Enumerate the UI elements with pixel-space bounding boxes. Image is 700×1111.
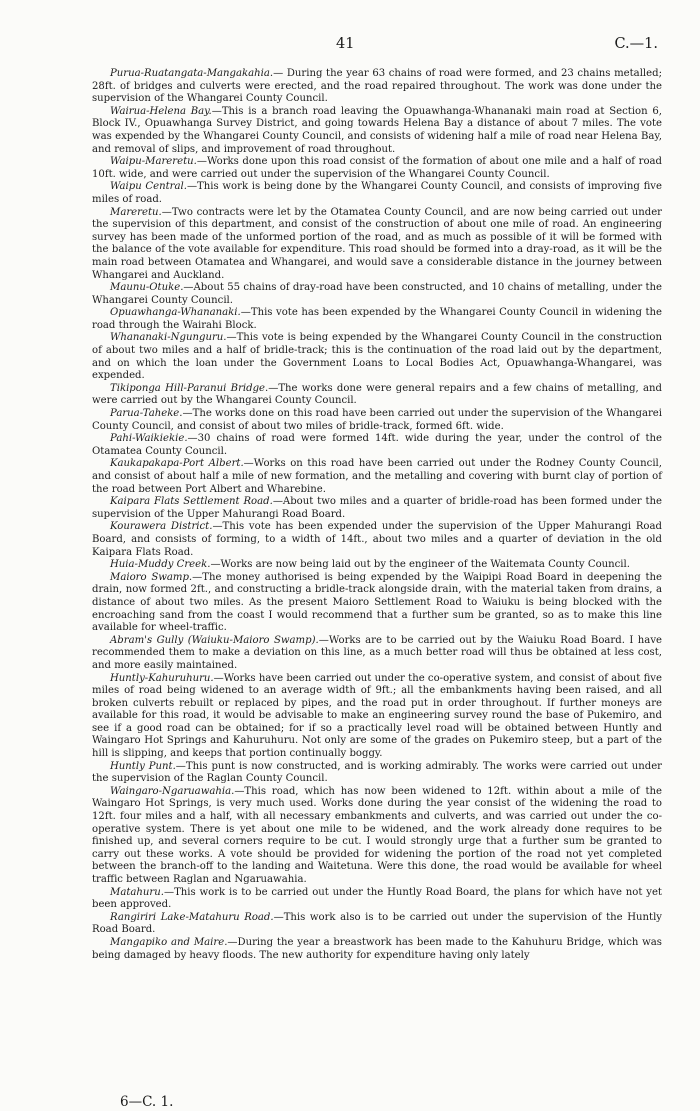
paragraph-text: —During the year a breastwork has been made to the Kahuhuru Bridge, which was being damaged by heavy floods. The new authority for expenditure having only lately <box>92 936 662 961</box>
paragraph-whananaki-ngunguru <box>92 332 662 382</box>
road-title: Purua-Ruatangata-Mangakahia. <box>110 68 274 79</box>
paragraph-text: —The money authorised is being expended by the Waipipi Road Board in deepening the drain, now formed 2ft., and constructing a bridle-track alongside drain, with the material taken from drains, a distance of about two miles. As the present Maioro Settlement Road to Waiuku is being blocked with the encroaching sand from the coast I would recommend that a further sum be granted, so as to make this line available for wheel-traffic. <box>92 571 662 634</box>
paragraph-text: —This punt is now constructed, and is working admirably. The works were carried out under the supervision of the Raglan County Council. <box>92 760 662 785</box>
paragraph-waingaro-ngaruawahia <box>92 786 662 887</box>
paragraph-mareretu <box>92 207 662 283</box>
paragraph-purua-ruatangata <box>92 68 662 106</box>
paragraph-parua-taheke <box>92 408 662 433</box>
paragraph-text: —Works on this road have been carried out under the Rodney County Council, and consist of about half a mile of new formation, and the metalling and covering with burnt clay of portion of the road between Port Albert and Wharebine. <box>92 458 662 495</box>
road-title: Kaipara Flats Settlement Road. <box>110 496 273 508</box>
paragraph-text: —This vote has been expended under the supervision of the Upper Mahurangi Road Board, and consists of forming, to a width of 14ft., about two miles and a quarter of deviation in the old Kaipara Flats Road. <box>92 521 662 558</box>
paragraph-rangiriri-lake <box>92 912 662 937</box>
paragraph-mangapiko-maire <box>92 937 662 962</box>
paragraph-text: —About two miles and a quarter of bridle-road has been formed under the supervision of the Upper Mahurangi Road Board. <box>92 496 662 520</box>
paragraph-text: —This vote has been expended by the Whangarei County Council in widening the road through the Wairahi Block. <box>92 307 662 331</box>
road-title: Waingaro-Ngaruawahia. <box>110 785 235 797</box>
paragraph-maioro-swamp <box>92 572 662 635</box>
paragraph-huntly-kahuruhuru <box>92 673 662 761</box>
document-reference: C.—1. <box>614 36 658 52</box>
paragraph-waipu-central <box>92 181 662 206</box>
paragraph-text: —This is a branch road leaving the Opuawhanga-Whananaki main road at Section 6, Block IV., Opuawhanga Survey District, and going towards Helena Bay a distance of about 7 miles. The vote was expended by the Whangarei County Council, and consists of widening half a mile of road near Helena Bay, and removal of slips, and improvement of road throughout. <box>92 105 662 155</box>
road-title: Mareretu. <box>110 206 162 218</box>
paragraph-waipu-mareretu <box>92 156 662 181</box>
road-title: Huntly Punt. <box>110 760 176 772</box>
paragraph-text: —This vote is being expended by the Whangarei County Council in the construction of about two miles and a half of bridle-track; this is the continuation of the road laid out by the department, and on which the loan under the Government Loans to Local Bodies Act, Opuawhanga-Whangarei, was expended. <box>92 332 662 382</box>
paragraph-text: —This work is being done by the Whangarei County Council, and consists of improving five miles of road. <box>92 181 662 205</box>
paragraph-text: —30 chains of road were formed 14ft. wide during the year, under the control of the Otamatea County Council. <box>92 433 662 457</box>
road-title: Whananaki-Ngunguru. <box>110 332 227 344</box>
road-title: Tikiponga Hill-Paranui Bridge. <box>110 382 269 394</box>
paragraph-text: — During the year 63 chains of road were formed, and 23 chains metalled; 28ft. of bridges and culverts were erected, and the road repaired throughout. The work was done under the supervision of the Whangarei County Council. <box>92 68 662 105</box>
paragraph-text: —This road, which has now been widened to 12ft. within about a mile of the Waingaro Hot Springs, is very much used. Works done during the year consist of the widening the road to 12ft. four miles and a half, with all necessary embankments and culverts, and was carried out under the co-operative system. There is yet about one mile to be widened, and the work already done requires to be finished up, and several corners require to be cut. I would strongly urge that a further sum be granted to carry out these works. A vote should be provided for widening the portion of the road not yet completed between the branch-off to the landing and Waitetuna. Were this done, the road would be available for wheel traffic between Raglan and Ngaruawahia. <box>92 785 662 885</box>
page-number: 41 <box>336 36 355 52</box>
road-title: Matahuru. <box>110 886 164 898</box>
road-title: Kaukapakapa-Port Albert. <box>110 458 244 470</box>
paragraph-opuawhanga-whananaki <box>92 307 662 332</box>
road-title: Opuawhanga-Whananaki. <box>110 307 241 319</box>
paragraph-huia-muddy-creek <box>92 559 662 572</box>
road-title: Kourawera District. <box>110 521 213 533</box>
paragraph-text: —Works done upon this road consist of the formation of about one mile and a half of road 10ft. wide, and were carried out under the supervision of the Whangarei County Council. <box>92 156 662 180</box>
paragraph-maunu-otuke <box>92 282 662 307</box>
paragraph-abrams-gully <box>92 635 662 673</box>
road-title: Parua-Taheke. <box>110 408 183 420</box>
road-title: Abram's Gully (Waiuku-Maioro Swamp). <box>110 634 319 646</box>
road-title: Rangiriri Lake-Matahuru Road. <box>110 911 274 923</box>
road-title: Huntly-Kahuruhuru. <box>110 672 214 684</box>
paragraph-kourawera-district <box>92 521 662 559</box>
road-title: Waipu Central. <box>110 181 187 193</box>
sheet-signature: 6—C. 1. <box>120 1094 174 1110</box>
paragraph-text: —Works have been carried out under the co-operative system, and consist of about five miles of road being widened to an average width of 9ft.; all the embankments having been raised, and all broken culverts rebuilt or replaced by pipes, and the road put in order throughout. If further moneys are available for this road, it would be advisable to make an engineering survey round the base of Pukemiro, and see if a good road can be obtained; for if so a practically level road will be obtained between Huntly and Waingaro Hot Springs and Kahuruhuru. Not only are some of the grades on Pukemiro steep, but a part of the hill is slipping, and keeps that portion continually boggy. <box>92 672 662 760</box>
paragraph-kaipara-flats <box>92 496 662 521</box>
paragraph-tikiponga-hill <box>92 383 662 408</box>
paragraph-text: —This work is to be carried out under the Huntly Road Board, the plans for which have not yet been approved. <box>92 886 662 911</box>
paragraph-pahi-waikiekie <box>92 433 662 458</box>
paragraph-text: —About 55 chains of dray-road have been constructed, and 10 chains of metalling, under the Whangarei County Council. <box>92 282 662 306</box>
paragraph-text: —Two contracts were let by the Otamatea County Council, and are now being carried out under the supervision of this department, and consist of the construction of about one mile of road. An engineering survey has been made of the unformed portion of the road, and as much as possible of it will be formed with the balance of the vote available for expenditure. This road should be formed into a dray-road, as it will be the main road between Otamatea and Whangarei, and would save a considerable distance in the journey between Whangarei and Auckland. <box>92 206 662 281</box>
road-title: Waipu-Mareretu. <box>110 156 197 168</box>
paragraph-text: —This work also is to be carried out under the supervision of the Huntly Road Board. <box>92 911 662 936</box>
paragraph-matahuru <box>92 887 662 912</box>
road-title: Huia-Muddy Creek. <box>110 559 211 571</box>
report-body <box>92 68 662 962</box>
paragraph-text: —The works done on this road have been carried out under the supervision of the Whangarei County Council, and consist of about two miles of bridle-track, formed 6ft. wide. <box>92 408 662 432</box>
paragraph-kaukapakapa-port-albert <box>92 458 662 496</box>
paragraph-text: —Works are to be carried out by the Waiuku Road Board. I have recommended them to make a deviation on this line, as a much better road will thus be obtained at less cost, and more easily maintained. <box>92 634 662 671</box>
road-title: Wairua-Helena Bay. <box>110 105 212 117</box>
paragraph-huntly-punt <box>92 761 662 786</box>
paragraph-text: —Works are now being laid out by the engineer of the Waitemata County Council. <box>210 559 630 571</box>
paragraph-wairua-helena-bay <box>92 106 662 156</box>
road-title: Maunu-Otuke. <box>110 282 184 294</box>
road-title: Pahi-Waikiekie. <box>110 433 188 445</box>
road-title: Mangapiko and Maire. <box>110 936 228 948</box>
road-title: Maioro Swamp. <box>110 571 193 583</box>
paragraph-text: —The works done were general repairs and a few chains of metalling, and were carried out by the Whangarei County Council. <box>92 382 662 407</box>
